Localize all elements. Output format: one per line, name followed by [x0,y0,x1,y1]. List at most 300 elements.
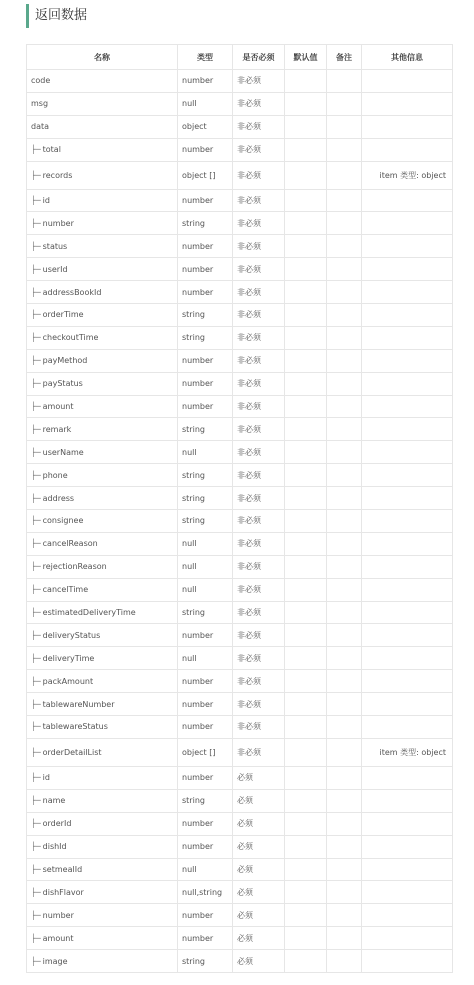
table-row [27,601,453,624]
field-default [285,189,327,212]
table-row [27,555,453,578]
field-name: image [42,956,68,966]
field-type: number [178,281,233,304]
field-required: 必须 [233,766,285,789]
field-other-info [362,670,453,693]
field-other-info [362,858,453,881]
tree-branch-icon: ├─ [31,196,41,205]
field-name: number [42,218,74,228]
field-name: estimatedDeliveryTime [42,608,136,618]
field-remark [327,115,362,138]
response-data-table [26,44,453,973]
field-name-cell [27,812,178,835]
field-name-cell [27,858,178,881]
field-name: address [42,493,75,503]
field-default [285,766,327,789]
field-required: 非必须 [233,716,285,739]
field-default [285,258,327,281]
field-name: records [42,170,73,180]
table-row [27,789,453,812]
field-type: null [178,858,233,881]
field-type: number [178,693,233,716]
field-type: string [178,464,233,487]
field-name: dishId [42,842,67,852]
tree-branch-icon: ├─ [31,310,41,320]
table-row [27,716,453,739]
field-name: payStatus [42,379,83,389]
table-row [27,693,453,716]
field-name: amount [42,402,74,412]
field-default [285,212,327,235]
tree-branch-icon: ├─ [31,676,41,686]
table-row [27,349,453,372]
field-other-info [362,766,453,789]
tree-branch-icon: ├─ [31,264,41,274]
field-name-cell [27,464,178,487]
field-name-cell [27,161,178,189]
field-type: string [178,510,233,533]
field-remark [327,624,362,647]
field-remark [327,418,362,441]
tree-branch-icon: ├─ [31,493,41,503]
field-type: string [178,601,233,624]
field-name-cell [27,138,178,161]
field-name: orderDetailList [42,747,102,757]
table-row [27,532,453,555]
field-name-cell [27,372,178,395]
table-row [27,212,453,235]
field-default [285,349,327,372]
field-default [285,647,327,670]
field-required: 非必须 [233,464,285,487]
field-required: 必须 [233,858,285,881]
field-name-cell [27,716,178,739]
table-row [27,395,453,418]
table-row [27,738,453,766]
header-name: 名称 [27,45,178,70]
field-name-cell [27,578,178,601]
field-type: string [178,789,233,812]
field-name: addressBookId [42,287,102,297]
tree-branch-icon: ├─ [31,447,41,457]
field-type: string [178,212,233,235]
field-default [285,115,327,138]
field-type: string [178,418,233,441]
field-default [285,464,327,487]
field-default [285,789,327,812]
field-name-cell [27,326,178,349]
tree-branch-icon: ├─ [31,887,41,897]
field-required: 非必须 [233,349,285,372]
field-name: deliveryTime [42,653,95,663]
table-row [27,812,453,835]
field-remark [327,555,362,578]
field-name: cancelReason [42,539,98,549]
tree-branch-icon: ├─ [31,910,41,920]
field-default [285,281,327,304]
field-name: consignee [42,516,84,526]
field-other-info [362,950,453,973]
field-type: number [178,189,233,212]
field-default [285,418,327,441]
field-default [285,858,327,881]
field-name: number [42,910,74,920]
tree-branch-icon: ├─ [31,470,41,480]
field-default [285,555,327,578]
field-required: 非必须 [233,601,285,624]
table-row [27,487,453,510]
field-name-cell [27,395,178,418]
field-remark [327,858,362,881]
field-type: string [178,326,233,349]
field-remark [327,349,362,372]
field-name: dishFlavor [42,887,84,897]
tree-branch-icon: ├─ [31,653,41,663]
field-default [285,927,327,950]
field-remark [327,927,362,950]
field-name-cell [27,647,178,670]
field-required: 非必须 [233,70,285,93]
tree-branch-icon: ├─ [31,356,41,366]
field-required: 非必须 [233,281,285,304]
field-required: 非必须 [233,738,285,766]
field-remark [327,789,362,812]
field-type: number [178,138,233,161]
field-default [285,881,327,904]
field-default [285,738,327,766]
field-other-info [362,349,453,372]
field-required: 必须 [233,789,285,812]
field-required: 非必须 [233,258,285,281]
table-row [27,372,453,395]
field-type: number [178,904,233,927]
field-required: 非必须 [233,161,285,189]
field-name: cancelTime [42,585,89,595]
field-name: orderId [42,819,72,829]
field-name-cell [27,115,178,138]
field-name-cell [27,738,178,766]
field-required: 非必须 [233,578,285,601]
field-type: null [178,555,233,578]
field-name: data [31,122,50,132]
field-type: number [178,372,233,395]
field-remark [327,835,362,858]
table-row [27,578,453,601]
field-name: phone [42,470,68,480]
field-type: number [178,258,233,281]
field-other-info [362,835,453,858]
tree-branch-icon: ├─ [31,287,41,297]
table-row [27,950,453,973]
field-other-info [362,904,453,927]
field-required: 非必须 [233,624,285,647]
tree-branch-icon: ├─ [31,722,41,732]
field-remark [327,372,362,395]
field-name-cell [27,904,178,927]
field-name: setmealId [42,864,83,874]
table-row [27,647,453,670]
field-required: 非必须 [233,555,285,578]
field-remark [327,161,362,189]
field-type: null [178,532,233,555]
field-remark [327,258,362,281]
table-row [27,161,453,189]
field-remark [327,70,362,93]
table-row [27,304,453,327]
field-other-info [362,532,453,555]
field-other-info [362,578,453,601]
field-default [285,835,327,858]
field-other-info: item 类型: object [362,738,453,766]
field-remark [327,578,362,601]
tree-branch-icon: ├─ [31,864,41,874]
field-name-cell [27,212,178,235]
field-remark [327,441,362,464]
field-remark [327,532,362,555]
field-name: id [42,196,50,205]
field-required: 必须 [233,881,285,904]
field-other-info [362,304,453,327]
tree-branch-icon: ├─ [31,747,41,757]
field-type: number [178,716,233,739]
field-other-info [362,281,453,304]
table-row [27,70,453,93]
field-default [285,716,327,739]
table-row [27,881,453,904]
field-name: payMethod [42,356,88,366]
field-required: 非必须 [233,418,285,441]
field-default [285,235,327,258]
field-name: tablewareStatus [42,722,108,732]
field-required: 非必须 [233,532,285,555]
field-other-info: item 类型: object [362,161,453,189]
header-required: 是否必须 [233,45,285,70]
field-other-info [362,92,453,115]
field-type: number [178,624,233,647]
tree-branch-icon: ├─ [31,402,41,412]
field-required: 非必须 [233,510,285,533]
field-name: amount [42,933,74,943]
tree-branch-icon: ├─ [31,956,41,966]
field-name: code [31,76,51,86]
field-required: 非必须 [233,115,285,138]
field-name-cell [27,950,178,973]
field-name: total [42,145,61,155]
tree-branch-icon: ├─ [31,608,41,618]
field-remark [327,881,362,904]
table-row [27,766,453,789]
field-default [285,904,327,927]
field-required: 必须 [233,812,285,835]
tree-branch-icon: ├─ [31,241,41,251]
field-name-cell [27,92,178,115]
field-name-cell [27,766,178,789]
field-default [285,487,327,510]
field-remark [327,138,362,161]
field-remark [327,738,362,766]
field-remark [327,326,362,349]
field-name-cell [27,835,178,858]
field-default [285,92,327,115]
field-remark [327,716,362,739]
field-default [285,395,327,418]
table-row [27,927,453,950]
field-remark [327,487,362,510]
tree-branch-icon: ├─ [31,630,41,640]
field-required: 非必须 [233,395,285,418]
field-default [285,304,327,327]
field-default [285,138,327,161]
field-type: object [] [178,738,233,766]
table-row [27,441,453,464]
field-required: 非必须 [233,326,285,349]
tree-branch-icon: ├─ [31,379,41,389]
field-remark [327,510,362,533]
field-name-cell [27,304,178,327]
field-remark [327,950,362,973]
field-other-info [362,372,453,395]
field-required: 非必须 [233,693,285,716]
tree-branch-icon: ├─ [31,145,41,155]
field-name-cell [27,927,178,950]
field-other-info [362,441,453,464]
table-row [27,189,453,212]
field-other-info [362,395,453,418]
field-default [285,326,327,349]
tree-branch-icon: ├─ [31,516,41,526]
field-required: 非必须 [233,189,285,212]
field-name-cell [27,487,178,510]
field-name-cell [27,881,178,904]
field-type: string [178,304,233,327]
field-name-cell [27,510,178,533]
field-type: number [178,235,233,258]
field-type: string [178,950,233,973]
field-remark [327,304,362,327]
field-remark [327,235,362,258]
field-name-cell [27,670,178,693]
field-default [285,693,327,716]
header-default: 默认值 [285,45,327,70]
field-remark [327,601,362,624]
field-remark [327,189,362,212]
table-row [27,235,453,258]
field-type: null [178,578,233,601]
field-type: number [178,835,233,858]
tree-branch-icon: ├─ [31,819,41,829]
field-name: checkoutTime [42,333,99,343]
field-name-cell [27,258,178,281]
tree-branch-icon: ├─ [31,773,41,783]
header-type: 类型 [178,45,233,70]
field-default [285,578,327,601]
tree-branch-icon: ├─ [31,699,41,709]
field-required: 非必须 [233,304,285,327]
field-remark [327,647,362,670]
field-other-info [362,115,453,138]
field-type: null [178,92,233,115]
field-other-info [362,812,453,835]
tree-branch-icon: ├─ [31,796,41,806]
field-default [285,950,327,973]
field-name-cell [27,70,178,93]
field-name: name [42,796,66,806]
field-type: number [178,70,233,93]
table-row [27,670,453,693]
field-name: rejectionReason [42,562,107,572]
field-remark [327,464,362,487]
field-other-info [362,189,453,212]
field-name-cell [27,789,178,812]
table-row [27,115,453,138]
field-remark [327,812,362,835]
tree-branch-icon: ├─ [31,842,41,852]
field-remark [327,904,362,927]
field-other-info [362,326,453,349]
table-header-row [27,45,453,70]
field-name: remark [42,424,72,434]
field-other-info [362,70,453,93]
field-remark [327,92,362,115]
field-required: 非必须 [233,487,285,510]
field-name: deliveryStatus [42,630,101,640]
field-required: 非必须 [233,647,285,670]
field-default [285,670,327,693]
field-default [285,812,327,835]
field-type: number [178,349,233,372]
field-other-info [362,464,453,487]
field-required: 必须 [233,904,285,927]
table-row [27,326,453,349]
field-required: 必须 [233,835,285,858]
table-row [27,92,453,115]
table-row [27,624,453,647]
field-remark [327,281,362,304]
field-required: 非必须 [233,372,285,395]
field-name: tablewareNumber [42,699,115,709]
table-row [27,464,453,487]
field-default [285,161,327,189]
field-name: msg [31,99,49,109]
field-other-info [362,555,453,578]
field-other-info [362,258,453,281]
tree-branch-icon: ├─ [31,933,41,943]
field-other-info [362,927,453,950]
field-other-info [362,789,453,812]
field-remark [327,395,362,418]
field-type: number [178,927,233,950]
field-required: 必须 [233,950,285,973]
table-row [27,510,453,533]
field-remark [327,670,362,693]
tree-branch-icon: ├─ [31,424,41,434]
tree-branch-icon: ├─ [31,562,41,572]
field-other-info [362,138,453,161]
field-type: number [178,670,233,693]
field-name: packAmount [42,676,94,686]
field-name-cell [27,418,178,441]
field-name-cell [27,693,178,716]
header-remark: 备注 [327,45,362,70]
table-row [27,281,453,304]
field-type: null [178,647,233,670]
field-other-info [362,212,453,235]
field-other-info [362,716,453,739]
field-name-cell [27,601,178,624]
field-other-info [362,647,453,670]
field-name: status [42,241,68,251]
field-name-cell [27,189,178,212]
